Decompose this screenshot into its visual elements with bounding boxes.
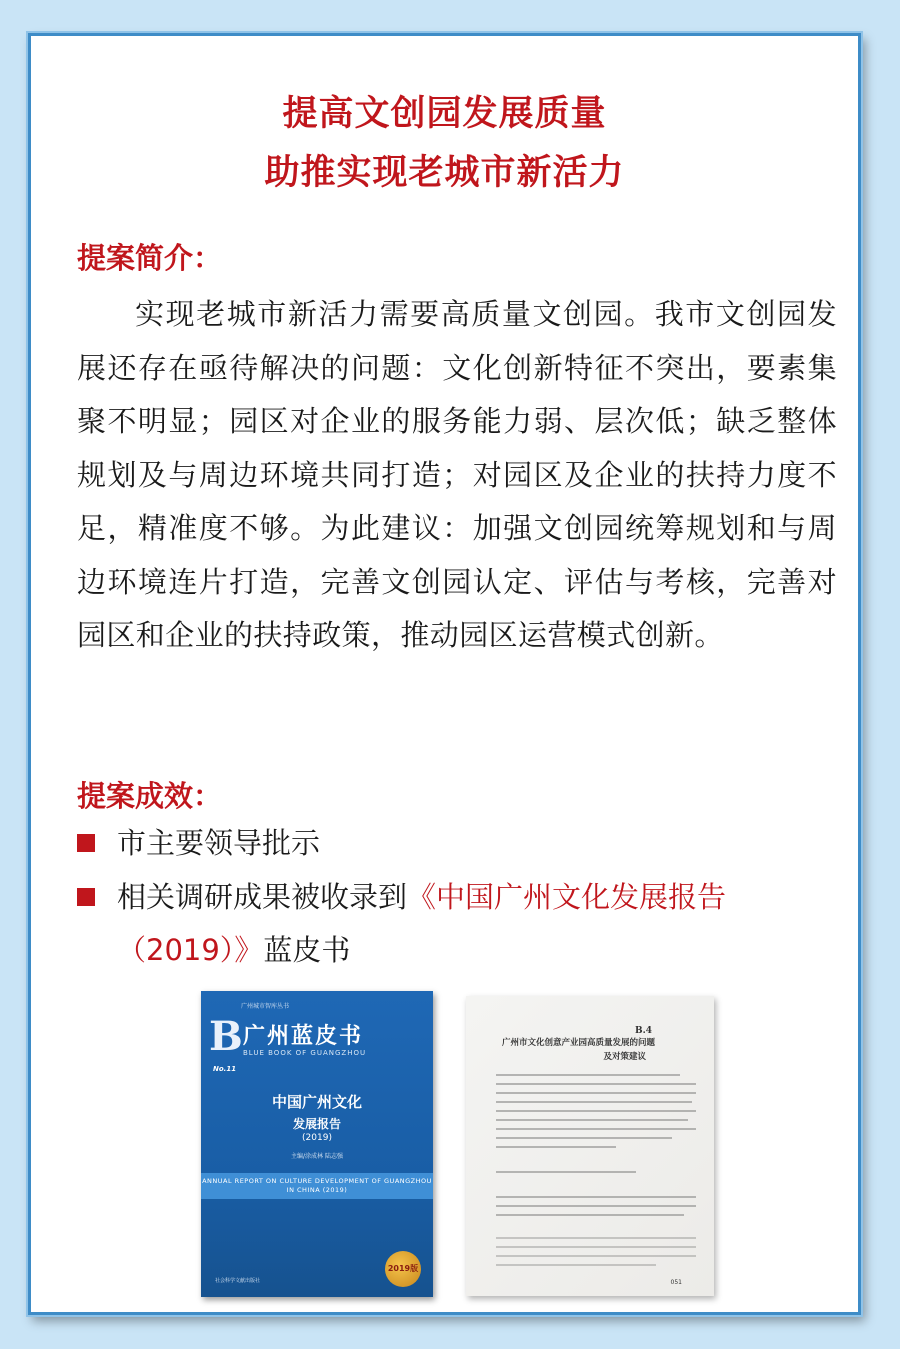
red-square-bullet-icon [77, 834, 95, 852]
cover-title-line-2: 发展报告 [292, 1117, 341, 1131]
inner-page-number: 051 [670, 1279, 682, 1286]
cover-title-line-1: 中国广州文化 [271, 1093, 362, 1111]
page-title-line-1: 提高文创园发展质量 [282, 94, 607, 134]
inner-page-title-line-1: 广州市文化创意产业园高质量发展的问题 [502, 1038, 656, 1048]
cover-editor: 主编/涂成林 陆志强 [291, 1153, 343, 1160]
cover-series-title: 广州蓝皮书 [243, 1024, 364, 1049]
cover-number: No.11 [213, 1065, 237, 1073]
cover-series-english: BLUE BOOK OF GUANGZHOU [243, 1049, 367, 1057]
result-item-1-text: 市主要领导批示 [117, 826, 321, 860]
result-item-2-prefix: 相关调研成果被收录到 [117, 880, 408, 914]
inner-page-text-lines [496, 1074, 696, 1273]
cover-publisher: 社会科学文献出版社 [215, 1278, 261, 1284]
cover-b-logo: B [209, 1013, 243, 1060]
inner-page-b-number: B.4 [634, 1026, 652, 1036]
inner-page-photo [466, 996, 714, 1296]
result-item-2-book-title: 《中国广州文化发展报告（2019）》 [117, 880, 727, 967]
intro-heading: 提案简介： [77, 241, 223, 275]
cover-year: (2019) [302, 1133, 332, 1143]
inner-page-title-line-2: 及对策建议 [603, 1052, 646, 1062]
red-square-bullet-icon [77, 888, 95, 906]
cover-edition-seal: 2019版 [385, 1251, 421, 1287]
result-item-1 [77, 817, 837, 870]
result-item-2-suffix: 蓝皮书 [263, 933, 351, 967]
result-item-2 [77, 871, 837, 977]
results-heading: 提案成效： [77, 779, 223, 813]
cover-top-strip: 广州城市智库丛书 [241, 1003, 290, 1010]
blue-book-cover-photo [201, 991, 433, 1297]
proposal-card [28, 33, 861, 1315]
page-title-line-2: 助推实现老城市新活力 [264, 153, 625, 193]
cover-english-title: ANNUAL REPORT ON CULTURE DEVELOPMENT OF GUANGZHOU IN CHINA (2019) [201, 1173, 433, 1199]
intro-body: 实现老城市新活力需要高质量文创园。我市文创园发展还存在亟待解决的问题：文化创新特征不突出，要素集聚不明显；园区对企业的服务能力弱、层次低；缺乏整体规划及与周边环境共同打造；对园区及企业的扶持力度不足，精准度不够。为此建议：加强文创园统筹规划和与周边环境连片打造，完善文创园认定、评估与考核，完善对园区和企业的扶持政策，推动园区运营模式创新。 [77, 297, 837, 652]
result-item-2-text [117, 871, 837, 977]
